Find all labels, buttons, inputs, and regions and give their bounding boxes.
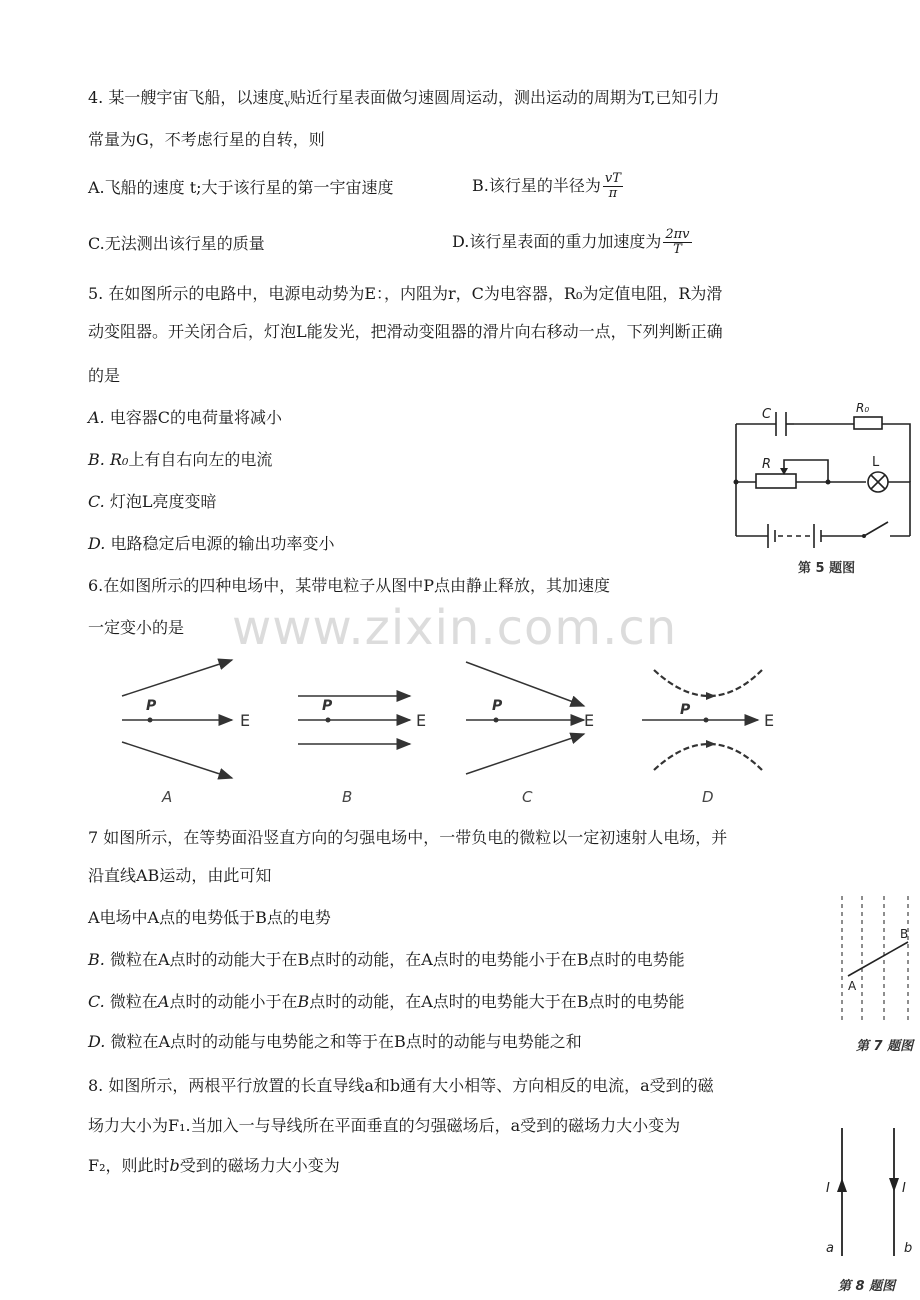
q7-option-c-text-1: 微粒在 [109, 992, 158, 1011]
q5-option-d-letter: D. [88, 534, 106, 553]
q5-option-b-symbol: R₀ [109, 450, 129, 469]
q7-option-c-letter: C. [88, 992, 105, 1011]
q6-fig-b-field: E [416, 711, 427, 730]
q4-stem-line2: 常量为G，不考虑行星的自转，则 [88, 130, 325, 149]
q6-caption-b: B [342, 788, 353, 806]
q5-label-c: C [762, 407, 772, 422]
q5-figure-caption: 第 5 题图 [798, 561, 856, 576]
q5-option-b-text: 上有自右向左的电流 [128, 450, 273, 469]
q6-stem-line2: 一定变小的是 [88, 618, 185, 637]
q7-option-c [88, 992, 685, 1012]
q8-label-a: a [826, 1241, 834, 1256]
q7-option-c-point-b: B [297, 992, 310, 1011]
q4-option-c: C.无法测出该行星的质量 [88, 234, 265, 253]
watermark: www.zixin.com.cn [232, 600, 678, 656]
q4-option-b [472, 172, 623, 201]
q5-option-d [88, 534, 334, 554]
q8-stem-line3-part2: 受到的磁场力大小变为 [179, 1156, 340, 1175]
q7-option-c-text-3: 点时的动能，在A点时的电势能大于在B点时的电势能 [309, 992, 685, 1011]
q7-field-figure [832, 892, 918, 1060]
q6-fig-a-point: P [146, 698, 157, 714]
q4-option-d-fraction [663, 228, 691, 257]
q4-option-a: A.飞船的速度 t;大于该行星的第一宇宙速度 [88, 178, 394, 197]
q6-fig-b-point: P [322, 698, 333, 714]
q6-caption-a: A [162, 788, 173, 806]
q5-stem-line2: 动变阻器。开关闭合后，灯泡L能发光，把滑动变阻器的滑片向右移动一点，下列判断正确 [88, 322, 723, 341]
q6-fig-a-field: E [240, 711, 251, 730]
q6-fig-d-field: E [764, 711, 775, 730]
q5-label-r: R [762, 457, 772, 472]
q7-stem-line1: 7 如图所示，在等势面沿竖直方向的匀强电场中，一带负电的微粒以一定初速射人电场，并 [88, 828, 728, 847]
q8-wires-figure [812, 1120, 920, 1296]
q7-option-c-point-a: A [157, 992, 170, 1011]
q5-option-b [88, 450, 272, 470]
q7-figure-caption: 第 7 题图 [856, 1039, 914, 1054]
q8-stem-line3 [88, 1156, 340, 1176]
q4-option-d [452, 228, 692, 257]
q8-current-right: I [902, 1181, 906, 1196]
q5-option-c-text: 灯泡L亮度变暗 [109, 492, 217, 511]
q8-stem-wire-b: b [169, 1156, 180, 1175]
q4-velocity-symbol: v [284, 99, 291, 111]
q4-stem-line1 [88, 88, 719, 115]
q6-fig-d-point: P [680, 702, 691, 718]
q6-fig-c-point: P [492, 698, 503, 714]
q7-option-d [88, 1032, 582, 1052]
q6-field-diagrams [110, 650, 810, 810]
q4-option-d-numerator: 2πv [665, 227, 690, 242]
q6-stem-line1: 6.在如图所示的四种电场中，某带电粒子从图中P点由静止释放，其加速度 [88, 576, 611, 595]
q4-option-d-text: D.该行星表面的重力加速度为 [452, 232, 662, 251]
q4-option-b-numerator: vT [604, 171, 621, 186]
q8-figure-caption: 第 8 题图 [838, 1279, 896, 1294]
q4-stem-part1b: 贴近行星表面做匀速圆周运动，测出运动的周期为T,已知引力 [290, 88, 720, 107]
q7-option-a: A电场中A点的电势低于B点的电势 [88, 908, 331, 927]
q7-option-b-text: 微粒在A点时的动能大于在B点时的动能，在A点时的电势能小于在B点时的电势能 [109, 950, 685, 969]
q4-option-b-text: B.该行星的半径为 [472, 176, 601, 195]
q8-stem-line3-part1: F₂，则此时 [88, 1156, 170, 1175]
q7-option-b [88, 950, 685, 970]
q5-option-b-letter: B. [88, 450, 105, 469]
q7-option-d-text: 微粒在A点时的动能与电势能之和等于在B点时的动能与电势能之和 [110, 1032, 582, 1051]
q5-option-a-letter: A. [88, 408, 105, 427]
q4-option-b-denominator: π [608, 186, 618, 201]
q6-caption-c: C [522, 788, 533, 806]
q5-stem-line1: 5. 在如图所示的电路中，电源电动势为E：，内阻为r，C为电容器，R₀为定值电阻，R为滑 [88, 284, 723, 303]
q5-option-a-text: 电容器C的电荷量将减小 [109, 408, 282, 427]
q6-fig-c-field: E [584, 711, 595, 730]
q5-label-l: L [872, 455, 880, 470]
q5-option-c [88, 492, 217, 512]
q7-option-c-text-2: 点时的动能小于在 [169, 992, 298, 1011]
q7-label-b: B [900, 927, 909, 941]
q5-option-d-text: 电路稳定后电源的输出功率变小 [110, 534, 335, 553]
q7-option-b-letter: B. [88, 950, 105, 969]
q6-caption-d: D [702, 788, 714, 806]
q4-stem-part1: 4. 某一艘宇宙飞船，以速度 [88, 88, 285, 107]
q5-option-c-letter: C. [88, 492, 105, 511]
q8-stem-line2: 场力大小为F₁.当加入一与导线所在平面垂直的匀强磁场后，a受到的磁场力大小变为 [88, 1116, 681, 1135]
q8-stem-line1: 8. 如图所示，两根平行放置的长直导线a和b通有大小相等、方向相反的电流，a受到的磁 [88, 1076, 714, 1095]
q5-label-r0: R₀ [856, 401, 870, 415]
q7-label-a: A [848, 979, 857, 993]
q7-stem-line2: 沿直线AB运动，由此可知 [88, 866, 272, 885]
q5-circuit-diagram [724, 396, 920, 580]
q8-current-left: I [826, 1181, 830, 1196]
q8-label-b: b [904, 1241, 913, 1256]
q4-option-d-denominator: T [673, 242, 682, 257]
q4-option-b-fraction [603, 172, 623, 201]
q5-stem-line3: 的是 [88, 366, 121, 385]
q7-option-d-letter: D. [88, 1032, 106, 1051]
q5-option-a [88, 408, 282, 428]
